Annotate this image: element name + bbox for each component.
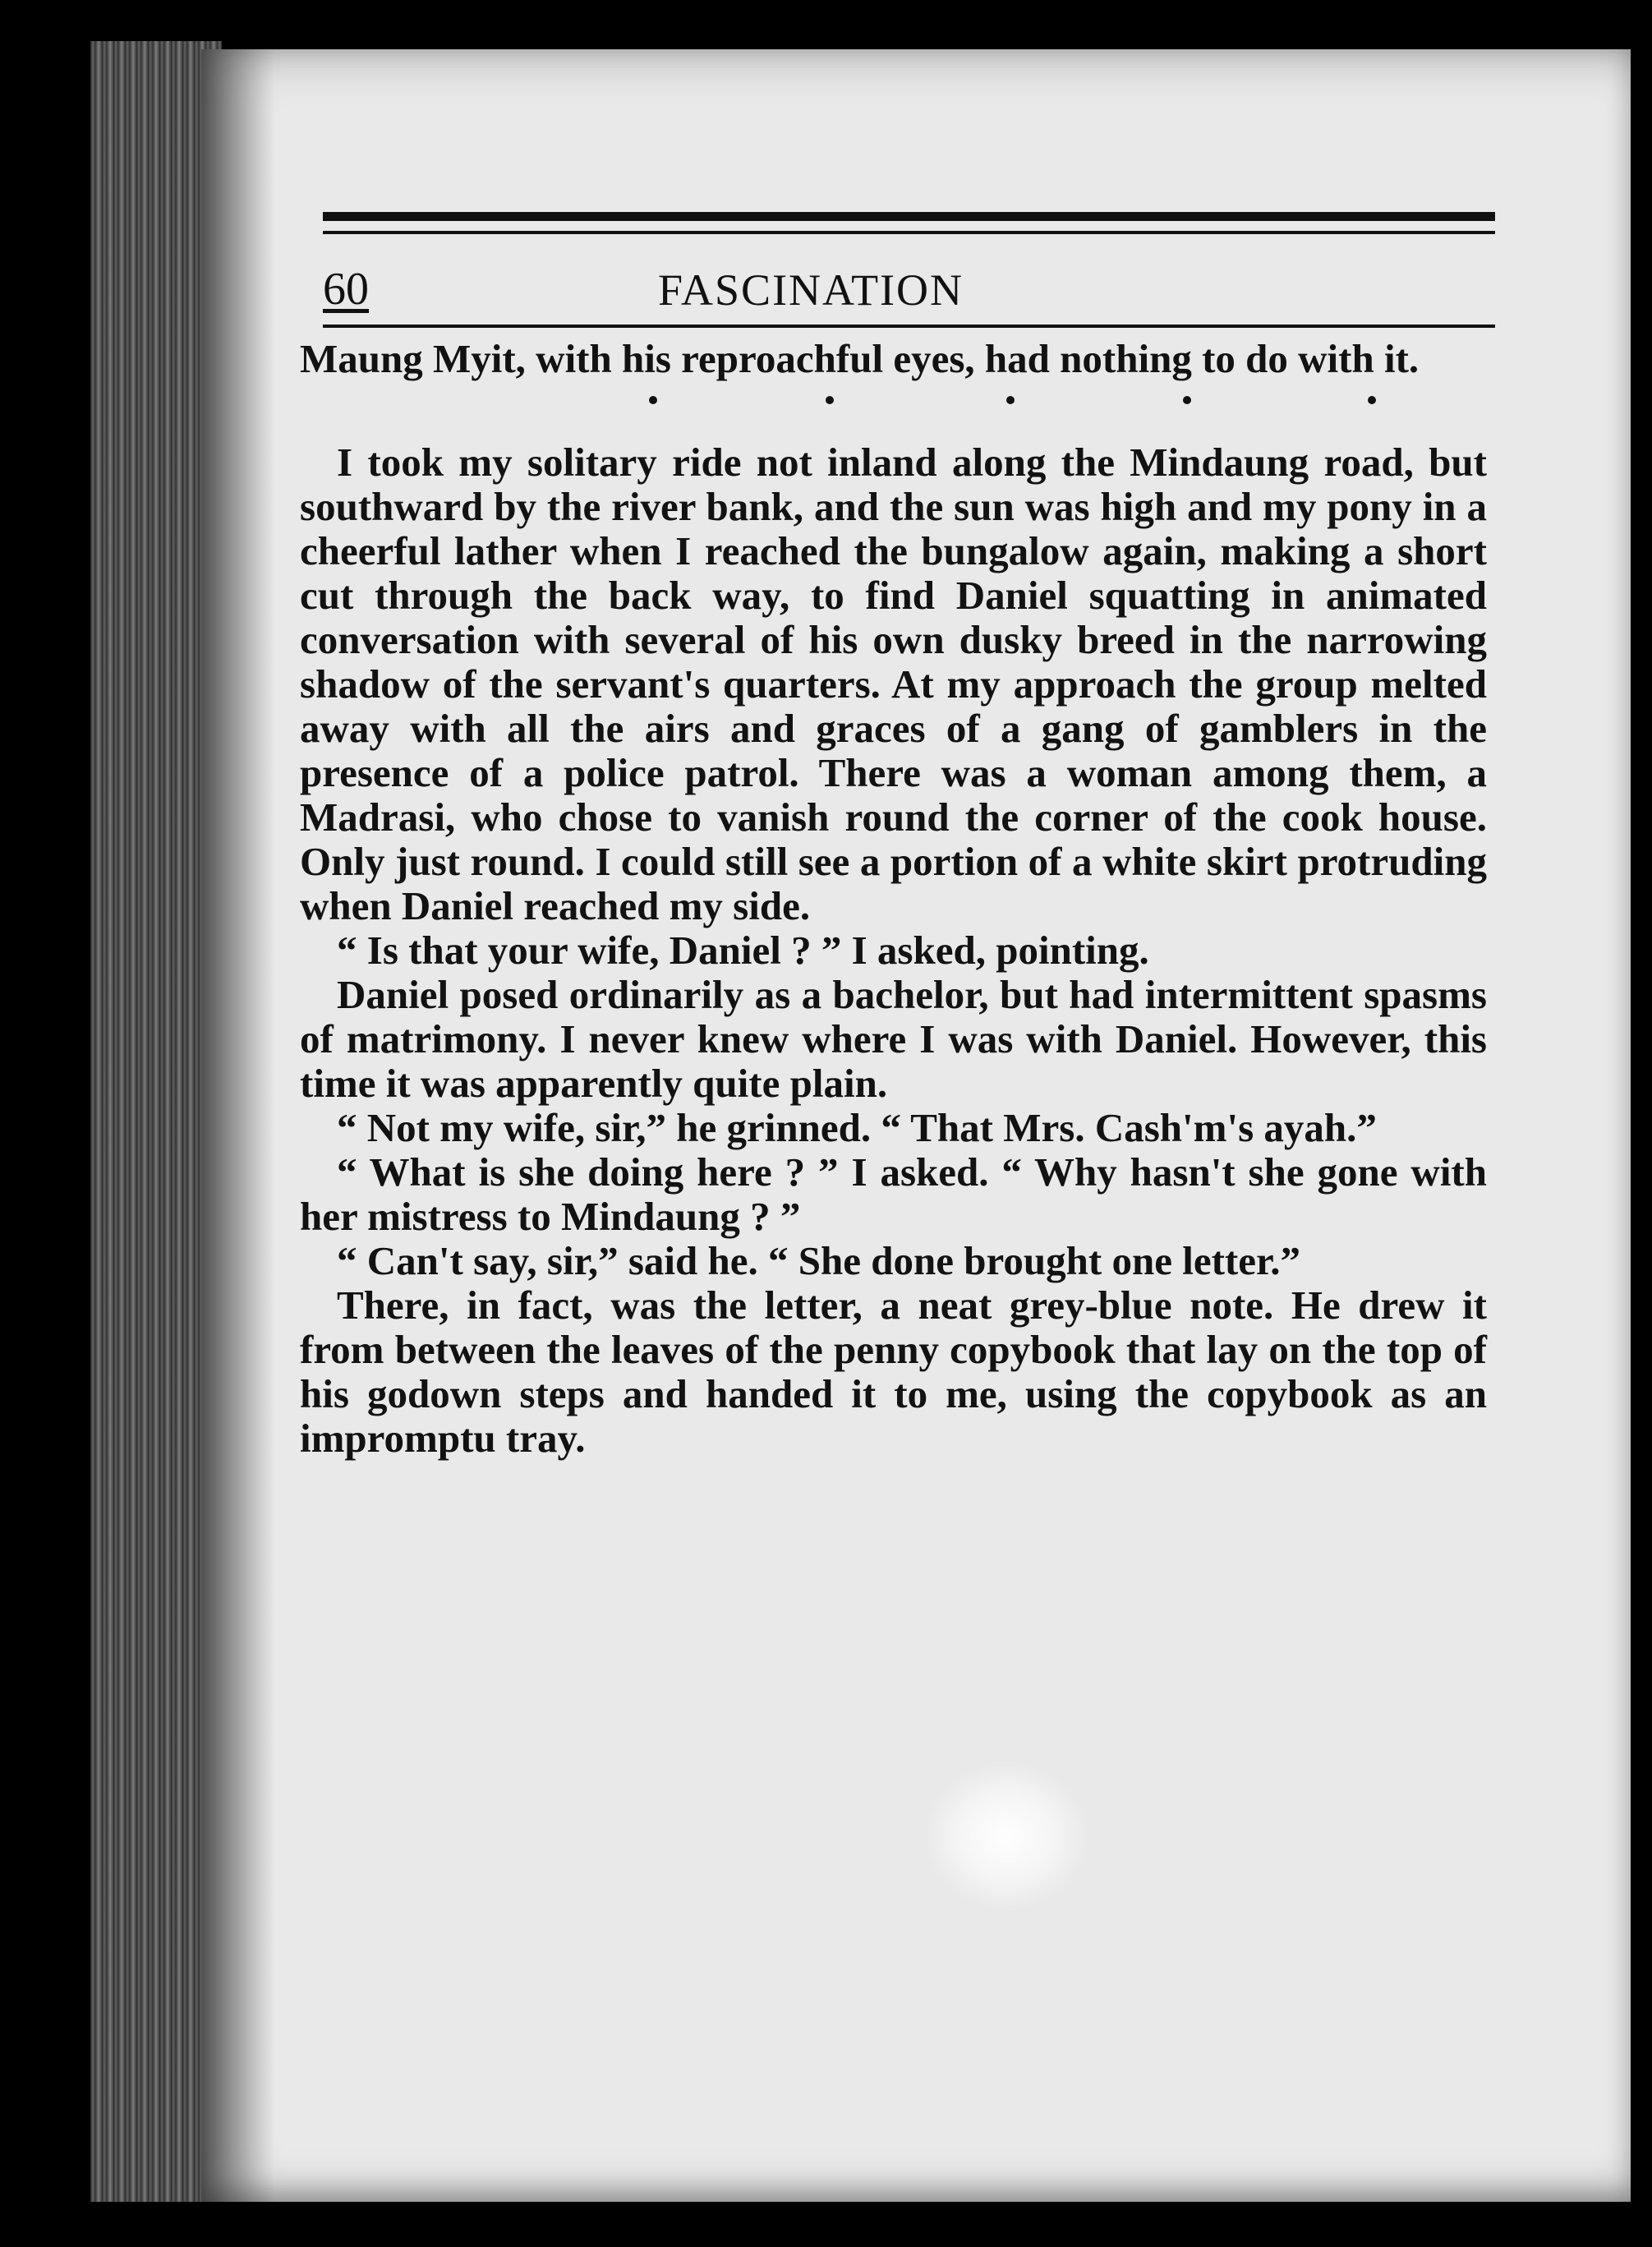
top-rule-thin — [323, 231, 1495, 234]
section-break — [300, 381, 1487, 440]
paragraph: “ Is that your wife, Daniel ? ” I asked, pointing. — [337, 928, 1149, 973]
paragraph: I took my solitary ride not inland along the Mindaung road, but southward by the river bank, and the sun was high and my pony in a cheerful lather when I reached the bungalow again, making a short cut through the back way, to find Daniel squatting in animated conversation with several of his own dusky breed in the narrowing shadow of the servant's quarters. At my approach the group melted away with all the airs and graces of a gang of gamblers in the presence of a police patrol. There was a woman among them, a Madrasi, who chose to vanish round the corner of the cook house. Only just round. I could still see a portion of a white skirt protruding when Daniel reached my side. — [300, 440, 1487, 928]
paragraph: Maung Myit, with his reproachful eyes, had nothing to do with it. — [300, 336, 1420, 381]
paragraph: “ Not my wife, sir,” he grinned. “ That Mrs. Cash'm's ayah.” — [337, 1105, 1377, 1150]
paragraph: Daniel posed ordinarily as a bachelor, but had intermittent spasms of matrimony. I never knew where I was with Daniel. However, this time it was apparently quite plain. — [300, 972, 1487, 1106]
paragraph: “ What is she doing here ? ” I asked. “ Why hasn't she gone with her mistress to Mindaung ? ” — [300, 1149, 1487, 1239]
paragraph: “ Can't say, sir,” said he. “ She done brought one letter.” — [337, 1238, 1300, 1283]
section-break-dot — [826, 396, 834, 404]
gutter-shadow — [201, 49, 275, 2202]
section-break-dot — [1368, 396, 1376, 404]
page-number: 60 — [323, 264, 369, 315]
section-break-dot — [649, 396, 657, 404]
body-text — [300, 337, 1487, 1461]
running-head: FASCINATION — [658, 265, 964, 315]
paragraph: There, in fact, was the letter, a neat grey-blue note. He drew it from between the leaves of the penny copybook that lay on the top of his godown steps and handed it to me, using the copybook as an impromptu tray. — [300, 1282, 1487, 1461]
page-header — [323, 263, 1495, 329]
top-rule-thick — [323, 212, 1495, 221]
section-break-dot — [1183, 396, 1191, 404]
header-rule — [323, 325, 1495, 328]
section-break-dot — [1006, 396, 1015, 404]
